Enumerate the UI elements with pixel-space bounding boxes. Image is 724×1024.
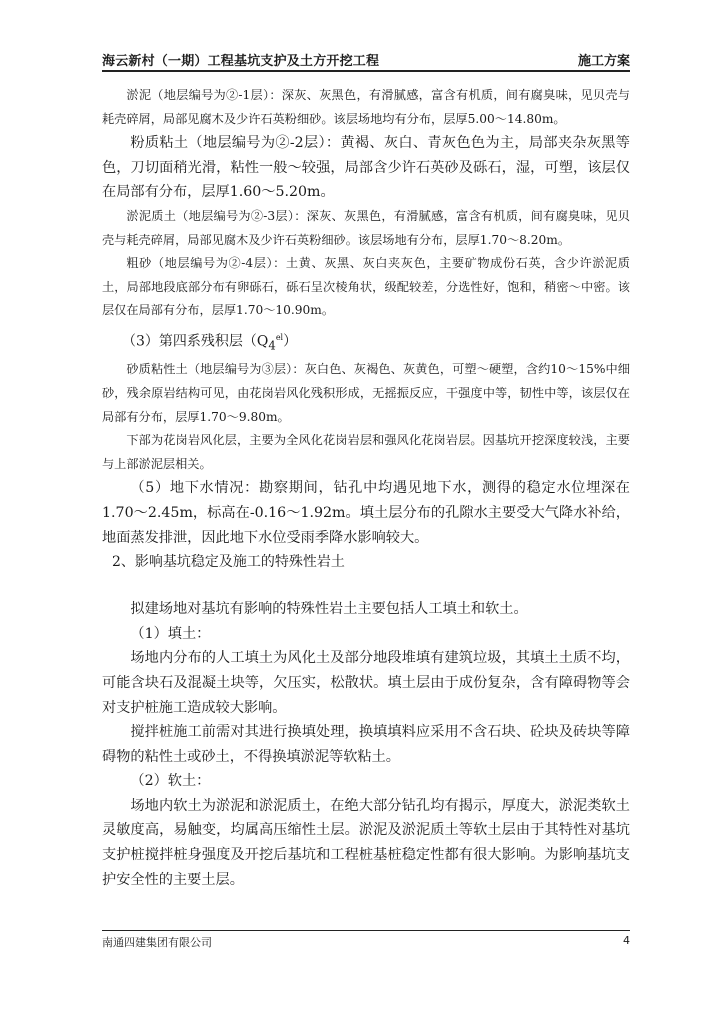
spacer [102,575,630,597]
paragraph-silty-clay: 粉质粘土（地层编号为②-2层）：黄褐、灰白、青灰色色为主，局部夹杂灰黑等色，刀切面稍光滑，粘性一般～较强，局部含少许石英砂及砾石，湿，可塑，该层仅在局部有分布，层厚1.60～5.20m。 [102,135,630,201]
paragraph-mucky-soil: 淤泥质土（地层编号为②-3层）：深灰、灰黑色，有滑腻感，富含有机质，间有腐臭味，见贝壳与耗壳碎屑，局部见腐木及少许石英粉细砂。该层场地有分布，层厚1.70～8.20m。 [102,208,630,247]
heading-subscript: 4 [268,338,276,353]
paragraph-groundwater: （5）地下水情况：勘察期间，钻孔中均遇见地下水，测得的稳定水位埋深在1.70～2.45m，标高在-0.16～1.92m。填土层分布的孔隙水主要受大气降水补给，地面蒸发排泄，因此地下水位受雨季降水影响较大。 [102,480,630,546]
subheading-fill-soil: （1）填土： [130,625,211,642]
paragraph-soft-soil: 场地内软土为淤泥和淤泥质土，在绝大部分钻孔均有揭示，厚度大，淤泥类软土灵敏度高，易触变，均属高压缩性土层。淤泥及淤泥质土等软土层由于其特性对基坑支护桩搅拌桩身强度及开挖后基坑和工程桩基桩稳定性都有很大影响。为影响基坑支护安全性的主要土层。 [102,797,630,888]
page-number: 4 [623,934,630,947]
page-body [102,84,630,892]
paragraph-silt: 淤泥（地层编号为②-1层）：深灰、灰黑色，有滑腻感，富含有机质，间有腐臭味，见贝壳与耗壳碎屑，局部见腐木及少许石英粉细砂。该层场地均有分布，层厚5.00～14.80m。 [102,88,630,126]
paragraph-mixing-pile: 搅拌桩施工前需对其进行换填处理，换填填料应采用不含石块、砼块及砖块等障碍物的粘性土或砂土，不得换填淤泥等软粘土。 [102,724,630,765]
heading-text: （3）第四系残积层（Q [122,333,269,350]
page-header [102,44,630,72]
paragraph-coarse-sand: 粗砂（地层编号为②-4层）：土黄、灰黑、灰白夹灰色，主要矿物成份石英，含少许淤泥质土，局部地段底部分布有卵砾石，砾石呈次棱角状，级配较差，分选性好，饱和，稍密～中密。该层仅在局部有分布，层厚1.70～10.90m。 [102,256,630,318]
paragraph-fill-soil: 场地内分布的人工填土为风化土及部分地段堆填有建筑垃圾，其填土土质不均，可能含块石及混凝土块等，欠压实，松散状。填土层由于成份复杂，含有障碍物等会对支护桩施工造成较大影响。 [102,650,630,716]
paragraph-granite: 下部为花岗岩风化层，主要为全风化花岗岩层和强风化花岗岩层。因基坑开挖深度较浅，主要与上部淤泥层相关。 [102,433,630,471]
subheading-soft-soil: （2）软土： [130,773,211,790]
section-heading-residual-layer [102,325,630,358]
paragraph-sandy-clay: 砂质粘性土（地层编号为③层）：灰白色、灰褐色、灰黄色，可塑～硬塑，含约10～15%中细砂，残余原岩结构可见，由花岗岩风化残积形成，无摇振反应，干强度中等，韧性中等，该层仅在局部有分布，层厚1.70～9.80m。 [102,362,630,424]
page-footer [102,930,630,950]
document-type: 施工方案 [577,54,630,69]
paragraph-special-soil-intro: 拟建场地对基坑有影响的特殊性岩土主要包括人工填土和软土。 [130,601,528,618]
heading-superscript: el [275,332,284,342]
heading-end: ） [283,333,298,350]
company-name: 南通四建集团有限公司 [102,936,212,949]
section-heading-special-soil: 2、影响基坑稳定及施工的特殊性岩土 [112,554,345,571]
document-title: 海云新村（一期）工程基坑支护及土方开挖工程 [102,54,380,69]
